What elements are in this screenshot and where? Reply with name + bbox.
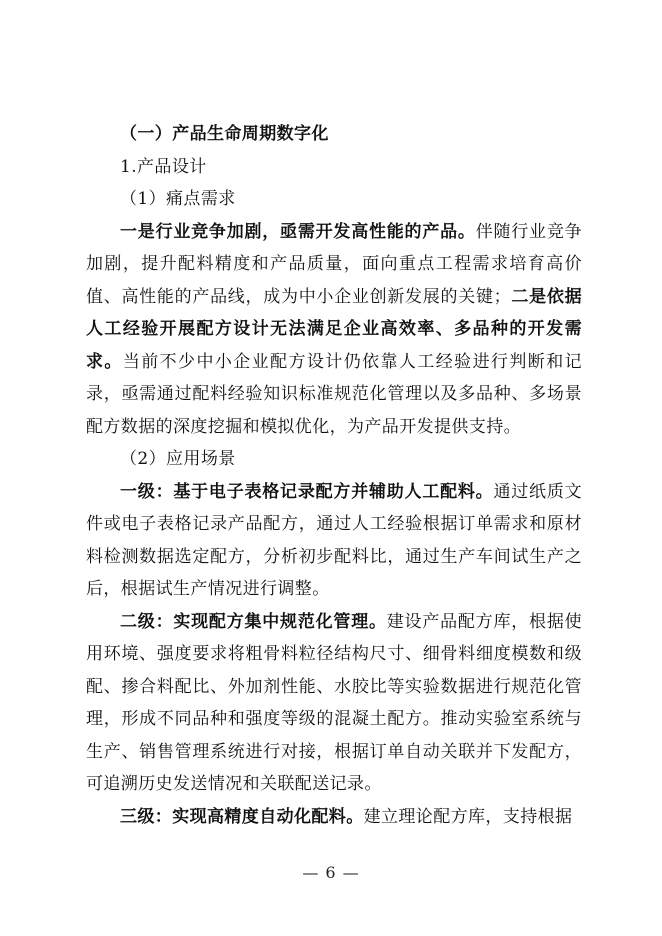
level-2-text: 建设产品配方库，根据使用环境、强度要求将粗骨料粒径结构尺寸、细骨料细度模数和级配、掺合料配比、外加剂性能、水胶比等实验数据进行规范化管理，形成不同品种和强度等级的混凝土配方。推动实验室系统与生产、销售管理系统进行对接，根据订单自动关联并下发配方，可追溯历史发送情况和关联配送记录。 (86, 611, 583, 794)
level-3-text: 建立理论配方库，支持根据 (363, 806, 573, 827)
pain-point-2-text: 当前不少中小企业配方设计仍依靠人工经验进行判断和记录，亟需通过配料经验知识标准规范化管理以及多品种、多场景配方数据的深度挖掘和模拟优化，为产品开发提供支持。 (86, 351, 582, 437)
pain-point-1-text: 伴随行业竞争加剧，提升配料精度和产品质量，面向重点工程需求培育高价值、高性能的产品线，成为中小企业创新发展的关键； (86, 221, 583, 307)
level-1-bold: 一级：基于电子表格记录配方并辅助人工配料。 (120, 481, 494, 502)
level-3-paragraph (86, 801, 582, 834)
scenarios-heading: （2）应用场景 (120, 449, 236, 469)
pain-points-heading: （1）痛点需求 (120, 189, 236, 209)
level-2-paragraph (86, 606, 582, 801)
pain-point-2-bold: 二是依据人工经验开展配方设计无法满足企业高效率、多品种的开发需求。 (86, 286, 582, 372)
pain-point-1-bold: 一是行业竞争加剧，亟需开发高性能的产品。 (120, 221, 476, 242)
pain-points-paragraph (86, 216, 582, 444)
level-1-paragraph (86, 476, 582, 606)
subsection-heading: 1.产品设计 (120, 156, 207, 177)
level-2-bold: 二级：实现配方集中规范化管理。 (120, 611, 387, 632)
section-heading: （一）产品生命周期数字化 (120, 124, 329, 144)
level-1-text: 通过纸质文件或电子表格记录产品配方，通过人工经验根据订单需求和原材料检测数据选定配方，分析初步配料比，通过生产车间试生产之后，根据试生产情况进行调整。 (86, 481, 583, 599)
level-3-bold: 三级：实现高精度自动化配料。 (120, 806, 364, 827)
page-number: — 6 — (302, 863, 360, 882)
document-body (86, 118, 582, 833)
